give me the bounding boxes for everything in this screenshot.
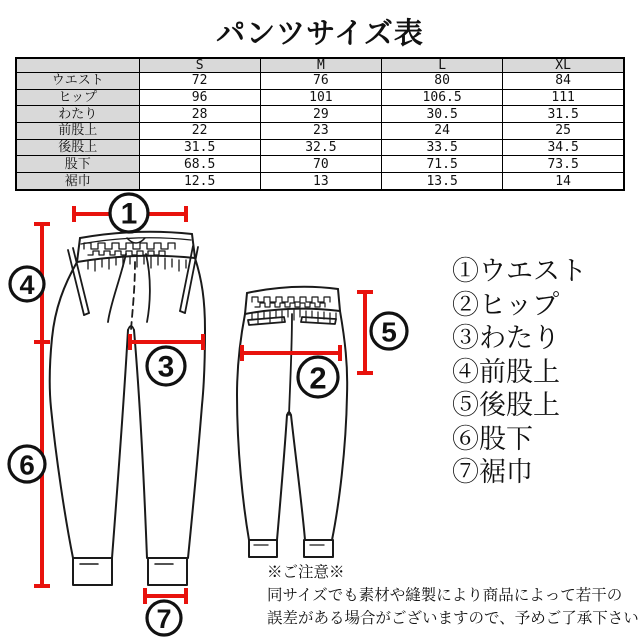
row-label: わたり bbox=[16, 106, 139, 123]
size-value: 13.5 bbox=[382, 173, 503, 190]
legend-item-hip: ②ヒップ bbox=[452, 289, 560, 320]
marker-3-thigh bbox=[147, 347, 185, 385]
notice-title: ※ご注意※ bbox=[267, 564, 345, 581]
size-value: 76 bbox=[260, 73, 381, 90]
measurement-lines bbox=[34, 206, 373, 604]
size-value: 31.5 bbox=[139, 139, 260, 156]
row-label: 股下 bbox=[16, 156, 139, 173]
marker-number: 7 bbox=[156, 604, 172, 634]
size-value: 14 bbox=[503, 173, 624, 190]
size-value: 22 bbox=[139, 123, 260, 140]
size-value: 12.5 bbox=[139, 173, 260, 190]
size-col-header-l: L bbox=[382, 58, 503, 73]
page-title: パンツサイズ表 bbox=[216, 18, 424, 50]
row-label: ウエスト bbox=[16, 73, 139, 90]
notice-line: 誤差がある場合がございますので、予めご了承下さい bbox=[267, 610, 639, 627]
row-label: 前股上 bbox=[16, 123, 139, 140]
marker-2-hip bbox=[298, 357, 338, 397]
legend-item-thigh: ③わたり bbox=[452, 323, 560, 353]
size-value: 73.5 bbox=[503, 156, 624, 173]
size-value: 72 bbox=[139, 73, 260, 90]
size-value: 84 bbox=[503, 73, 624, 90]
size-value: 29 bbox=[260, 106, 381, 123]
size-value: 28 bbox=[139, 106, 260, 123]
marker-number: 2 bbox=[309, 360, 327, 396]
marker-number: 4 bbox=[19, 270, 35, 300]
marker-6-inseam bbox=[9, 446, 45, 482]
size-value: 13 bbox=[260, 173, 381, 190]
marker-7-hem bbox=[147, 601, 181, 635]
legend-item-inseam: ⑥股下 bbox=[452, 423, 533, 454]
marker-number: 5 bbox=[381, 316, 397, 348]
front-pants-illustration bbox=[50, 232, 205, 585]
marker-1-waist bbox=[110, 194, 148, 232]
size-value: 68.5 bbox=[139, 156, 260, 173]
row-label: ヒップ bbox=[16, 89, 139, 106]
marker-number: 1 bbox=[120, 197, 138, 231]
legend-item-back-rise: ⑤後股上 bbox=[452, 390, 560, 420]
row-label: 後股上 bbox=[16, 139, 139, 156]
size-value: 30.5 bbox=[382, 106, 503, 123]
size-value: 34.5 bbox=[503, 139, 624, 156]
legend-item-hem-width: ⑦裾巾 bbox=[452, 457, 533, 487]
measurement-legend bbox=[452, 255, 587, 490]
size-col-header-m: M bbox=[260, 58, 381, 73]
size-value: 32.5 bbox=[260, 139, 381, 156]
size-value: 70 bbox=[260, 156, 381, 173]
marker-4-front-rise bbox=[10, 267, 44, 301]
back-pants-illustration bbox=[237, 287, 347, 557]
size-value: 24 bbox=[382, 123, 503, 140]
size-col-header-xl: XL bbox=[503, 58, 624, 73]
size-col-header-s: S bbox=[139, 58, 260, 73]
size-value: 31.5 bbox=[503, 106, 624, 123]
row-label: 裾巾 bbox=[16, 173, 139, 190]
size-value: 71.5 bbox=[382, 156, 503, 173]
marker-number: 6 bbox=[19, 449, 35, 481]
size-value: 23 bbox=[260, 123, 381, 140]
notice-block bbox=[267, 561, 639, 630]
legend-item-front-rise: ④前股上 bbox=[452, 356, 560, 387]
size-value: 80 bbox=[382, 73, 503, 90]
size-value: 106.5 bbox=[382, 89, 503, 106]
marker-5-back-rise bbox=[371, 313, 407, 349]
size-value: 25 bbox=[503, 123, 624, 140]
size-value: 101 bbox=[260, 89, 381, 106]
marker-number: 3 bbox=[157, 350, 175, 384]
notice-line: 同サイズでも素材や縫製により商品によって若干の bbox=[267, 587, 623, 604]
size-value: 96 bbox=[139, 89, 260, 106]
size-value: 111 bbox=[503, 89, 624, 106]
legend-item-waist: ①ウエスト bbox=[452, 256, 587, 286]
size-value: 33.5 bbox=[382, 139, 503, 156]
